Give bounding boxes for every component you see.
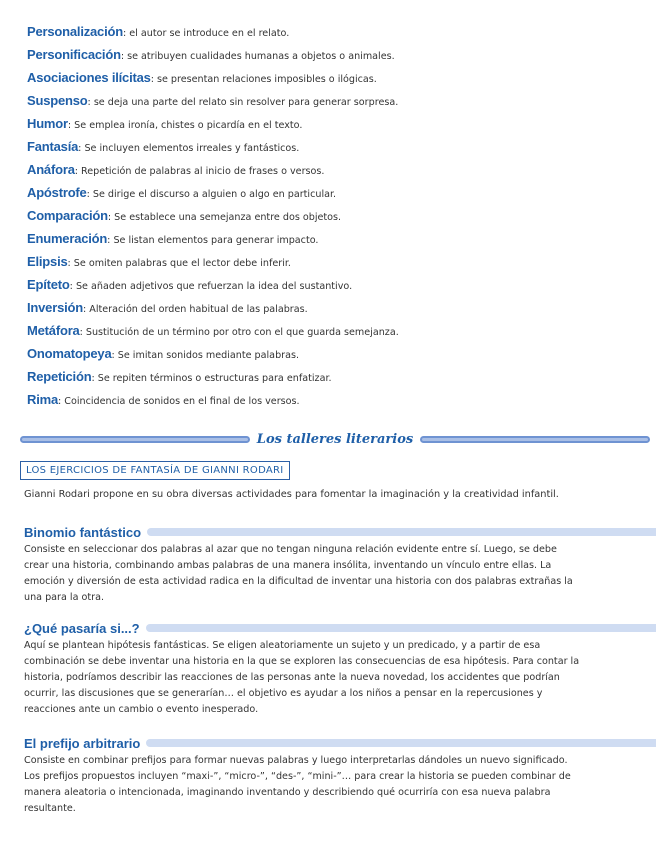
definitions-list xyxy=(27,20,647,411)
body-line: Consiste en combinar prefijos para formar nuevas palabras y luego interpretarlas dándoles un nuevo significado. xyxy=(24,755,568,766)
definition-item xyxy=(27,204,647,227)
body-line: combinación se debe inventar una historia en la que se exploren las consecuencias de esa hipótesis. Para contar la xyxy=(24,656,580,667)
definition-item xyxy=(27,112,647,135)
definition-text: : se atribuyen cualidades humanas a objetos o animales. xyxy=(120,51,395,62)
definition-term: Apóstrofe xyxy=(27,185,87,200)
body-line: ocurrir, las discusiones que se generarían… el objetivo es ayudar a los niños a pensar en la repercusiones y xyxy=(24,688,543,699)
definition-term: Inversión xyxy=(27,300,83,315)
section-title: Binomio fantástico xyxy=(24,524,142,540)
definition-term: Epíteto xyxy=(27,277,70,292)
boxed-heading: LOS EJERCICIOS DE FANTASÍA DE GIANNI RODARI xyxy=(20,461,290,480)
definition-item xyxy=(27,20,647,43)
definition-term: Elipsis xyxy=(27,254,68,269)
definition-term: Suspenso xyxy=(27,93,88,108)
definition-text: : Coincidencia de sonidos en el final de los versos. xyxy=(58,396,300,407)
definition-item xyxy=(27,342,647,365)
definition-item xyxy=(27,227,647,250)
definition-text: : se deja una parte del relato sin resolver para generar sorpresa. xyxy=(87,97,399,108)
banner-bar-right xyxy=(420,436,650,443)
section-bar xyxy=(146,739,656,747)
definition-item xyxy=(27,43,647,66)
definition-term: Humor xyxy=(27,116,68,131)
body-line: resultante. xyxy=(24,803,76,814)
body-line: manera aleatoria o intencionada, imaginando inventando y describiendo qué ocurriría con esa nueva palabra xyxy=(24,787,551,798)
body-line: historia, podríamos describir las reacciones de las personas ante la nueva novedad, los accidentes que podrían xyxy=(24,672,560,683)
definition-item xyxy=(27,66,647,89)
definition-text: : Se imitan sonidos mediante palabras. xyxy=(111,350,300,361)
section-header xyxy=(24,523,649,541)
body-line: una para la otra. xyxy=(24,592,105,603)
definition-term: Metáfora xyxy=(27,323,80,338)
definition-item xyxy=(27,135,647,158)
section-bar xyxy=(146,624,656,632)
definition-text: : Se incluyen elementos irreales y fantásticos. xyxy=(78,143,300,154)
body-line: Consiste en seleccionar dos palabras al azar que no tengan ninguna relación evidente entre sí. Luego, se debe xyxy=(24,544,557,555)
definition-text: : Se establece una semejanza entre dos objetos. xyxy=(107,212,342,223)
definition-item xyxy=(27,250,647,273)
section-header xyxy=(24,734,649,752)
definition-text: : Se repiten términos o estructuras para enfatizar. xyxy=(91,373,332,384)
definition-item xyxy=(27,158,647,181)
definition-item xyxy=(27,273,647,296)
definition-text: : Se omiten palabras que el lector debe inferir. xyxy=(67,258,291,269)
section-que-pasaria xyxy=(24,619,649,718)
definition-text: : Alteración del orden habitual de las palabras. xyxy=(83,304,308,315)
definition-text: : Sustitución de un término por otro con el que guarda semejanza. xyxy=(79,327,399,338)
body-line: emoción y diversión de esta actividad radica en la dificultad de inventar una historia con dos palabras extrañas la xyxy=(24,576,573,587)
section-title: ¿Qué pasaría si...? xyxy=(24,620,140,636)
section-bar xyxy=(147,528,656,536)
body-line: crear una historia, combinando ambas palabras de una manera insólita, inventando un vínculo entre ellas. La xyxy=(24,560,552,571)
definition-term: Personalización xyxy=(27,24,123,39)
section-banner xyxy=(20,430,650,448)
definition-item xyxy=(27,388,647,411)
definition-term: Asociaciones ilícitas xyxy=(27,70,151,85)
definition-item xyxy=(27,365,647,388)
definition-term: Personificación xyxy=(27,47,121,62)
definition-term: Comparación xyxy=(27,208,108,223)
definition-item xyxy=(27,296,647,319)
definition-term: Rima xyxy=(27,392,58,407)
definition-text: : Se listan elementos para generar impacto. xyxy=(107,235,319,246)
banner-title: Los talleres literarios xyxy=(256,431,414,447)
section-body xyxy=(24,638,649,718)
definition-text: : se presentan relaciones imposibles o ilógicas. xyxy=(150,74,377,85)
definition-item xyxy=(27,181,647,204)
definition-text: : Se emplea ironía, chistes o picardía en el texto. xyxy=(67,120,303,131)
definition-term: Onomatopeya xyxy=(27,346,112,361)
body-line: reacciones ante un cambio o evento inesperado. xyxy=(24,704,259,715)
definition-term: Anáfora xyxy=(27,162,75,177)
definition-term: Fantasía xyxy=(27,139,79,154)
section-title: El prefijo arbitrario xyxy=(24,735,141,751)
section-prefijo xyxy=(24,734,649,817)
intro-paragraph: Gianni Rodari propone en su obra diversas actividades para fomentar la imaginación y la creatividad infantil. xyxy=(24,489,559,500)
section-body xyxy=(24,753,649,817)
definition-item xyxy=(27,319,647,342)
definition-item xyxy=(27,89,647,112)
section-header xyxy=(24,619,649,637)
section-body xyxy=(24,542,649,606)
definition-text: : Se añaden adjetivos que refuerzan la idea del sustantivo. xyxy=(69,281,353,292)
definition-term: Enumeración xyxy=(27,231,108,246)
body-line: Los prefijos propuestos incluyen “maxi-”, “micro-”, “des-”, “mini-”… para crear la historia se pueden combinar de xyxy=(24,771,571,782)
body-line: Aquí se plantean hipótesis fantásticas. Se eligen aleatoriamente un sujeto y un predicado, y a partir de esa xyxy=(24,640,541,651)
banner-bar-left xyxy=(20,436,250,443)
definition-text: : Se dirige el discurso a alguien o algo en particular. xyxy=(86,189,337,200)
definition-text: : Repetición de palabras al inicio de frases o versos. xyxy=(74,166,325,177)
definition-text: : el autor se introduce en el relato. xyxy=(122,28,290,39)
section-binomio xyxy=(24,523,649,606)
definition-term: Repetición xyxy=(27,369,92,384)
